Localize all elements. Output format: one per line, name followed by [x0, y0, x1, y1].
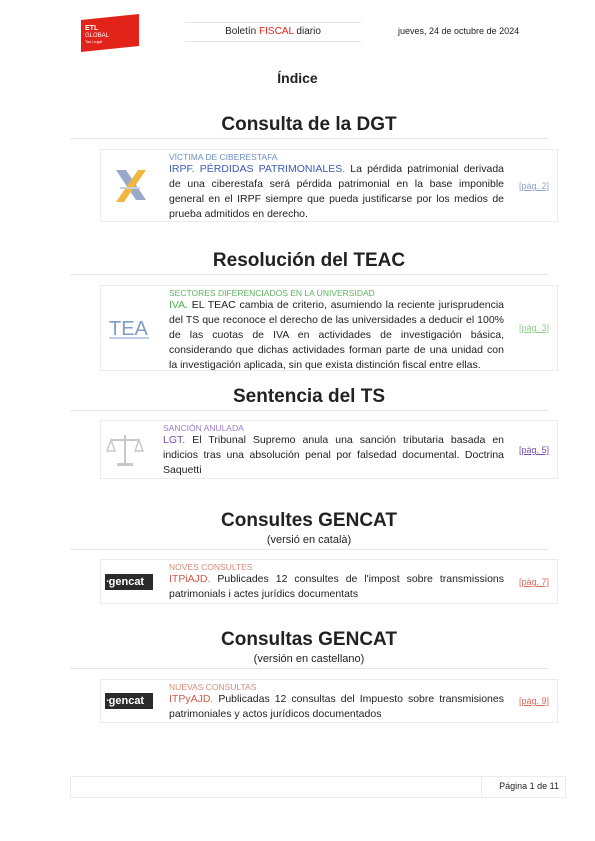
section-title-gencat-ca: Consultes GENCAT	[221, 510, 397, 531]
gencat-logo-icon: ▪gencat	[101, 560, 156, 603]
article-lead[interactable]: ITPiAJD.	[169, 573, 211, 585]
teac-logo-icon	[101, 286, 156, 370]
gencat-logo-icon: ▪gencat	[101, 680, 156, 722]
header-date: jueves, 24 de octubre de 2024	[398, 26, 520, 36]
bulletin-title	[185, 22, 361, 42]
category-label: NUEVAS CONSULTAS	[169, 682, 257, 692]
section-title-ts: Sentencia del TS	[70, 386, 548, 411]
aeat-logo-icon	[103, 150, 158, 221]
article-card-gencat-ca[interactable]	[100, 559, 558, 604]
bulletin-fiscal: FISCAL	[259, 26, 294, 37]
article-card-ts[interactable]	[100, 420, 558, 479]
article-lead[interactable]: ITPyAJD.	[169, 693, 214, 705]
category-label: VÍCTIMA DE CIBERESTAFA	[169, 152, 278, 162]
footer-divider	[481, 777, 482, 797]
section-title-dgt: Consulta de la DGT	[70, 114, 548, 139]
logo-line2: GLOBAL	[85, 33, 110, 39]
article-text: Publicades 12 consultes de l'impost sobre transmissions patrimonials i actes jurídics documentats	[169, 573, 504, 600]
article-lead[interactable]: IVA.	[169, 299, 189, 311]
article-lead[interactable]: LGT.	[163, 434, 186, 446]
scales-icon	[97, 421, 152, 478]
page-number: Página 1 de 11	[499, 781, 559, 791]
page-link[interactable]: [pág. 5]	[518, 445, 549, 455]
section-subtitle-gencat-ca: (versió en català)	[70, 534, 548, 550]
category-label: SANCIÓN ANULADA	[163, 423, 244, 433]
article-lead[interactable]: IRPF. PÉRDIDAS PATRIMONIALES.	[169, 163, 346, 175]
article-card-teac[interactable]	[100, 285, 558, 371]
page-link[interactable]: [pág. 3]	[518, 323, 549, 333]
index-title: Índice	[277, 70, 318, 86]
logo-tag: ADD	[122, 17, 135, 23]
article-card-dgt[interactable]	[100, 149, 558, 222]
logo-line1: ETL	[85, 25, 99, 32]
article-text: Publicadas 12 consultas del Impuesto sobre transmisiones patrimoniales y actos jurídicos documentados	[169, 693, 504, 720]
category-label: SECTORES DIFERENCIADOS EN LA UNIVERSIDAD	[169, 288, 375, 298]
section-title-gencat-es: Consultas GENCAT	[221, 629, 397, 650]
page-footer	[70, 776, 566, 798]
section-title-teac: Resolución del TEAC	[70, 250, 548, 275]
article-text: La pérdida patrimonial derivada de una ciberestafa será pérdida patrimonial en la base imponible general en el IRPF siempre que pueda justificarse por los medios de prueba admitidos en derecho.	[169, 163, 504, 220]
article-text: El Tribunal Supremo anula una sanción tributaria basada en indicios tras una absolución penal por falsedad documental. Doctrina Saquetti	[163, 434, 504, 476]
category-label: NOVES CONSULTES	[169, 562, 253, 572]
article-card-gencat-es[interactable]	[100, 679, 558, 723]
gencat-logo-text: gencat	[108, 575, 145, 588]
page-link[interactable]: [pág. 9]	[518, 696, 549, 706]
gencat-logo-text: gencat	[108, 695, 145, 707]
section-subtitle-gencat-es: (versión en castellano)	[70, 653, 548, 669]
page-link[interactable]: [pàg. 7]	[518, 577, 549, 587]
logo-line3: Tax Legal	[85, 39, 103, 44]
page-link[interactable]: [pág. 2]	[518, 181, 549, 191]
bulletin-post: diario	[293, 26, 321, 37]
article-text: EL TEAC cambia de criterio, asumiendo la reciente jurisprudencia del TS que reconoce el derecho de las universidades a deducir el 100% de las cuotas de IVA en actividades de investigación básica, considerando que dichas actividades forman parte de una unidad con la investigación aplicada, sin que exista distinción fiscal entre ellas.	[169, 299, 504, 371]
bulletin-pre: Boletín	[225, 26, 260, 37]
svg-text:TEA: TEA	[108, 318, 148, 340]
etl-global-logo	[81, 14, 139, 52]
